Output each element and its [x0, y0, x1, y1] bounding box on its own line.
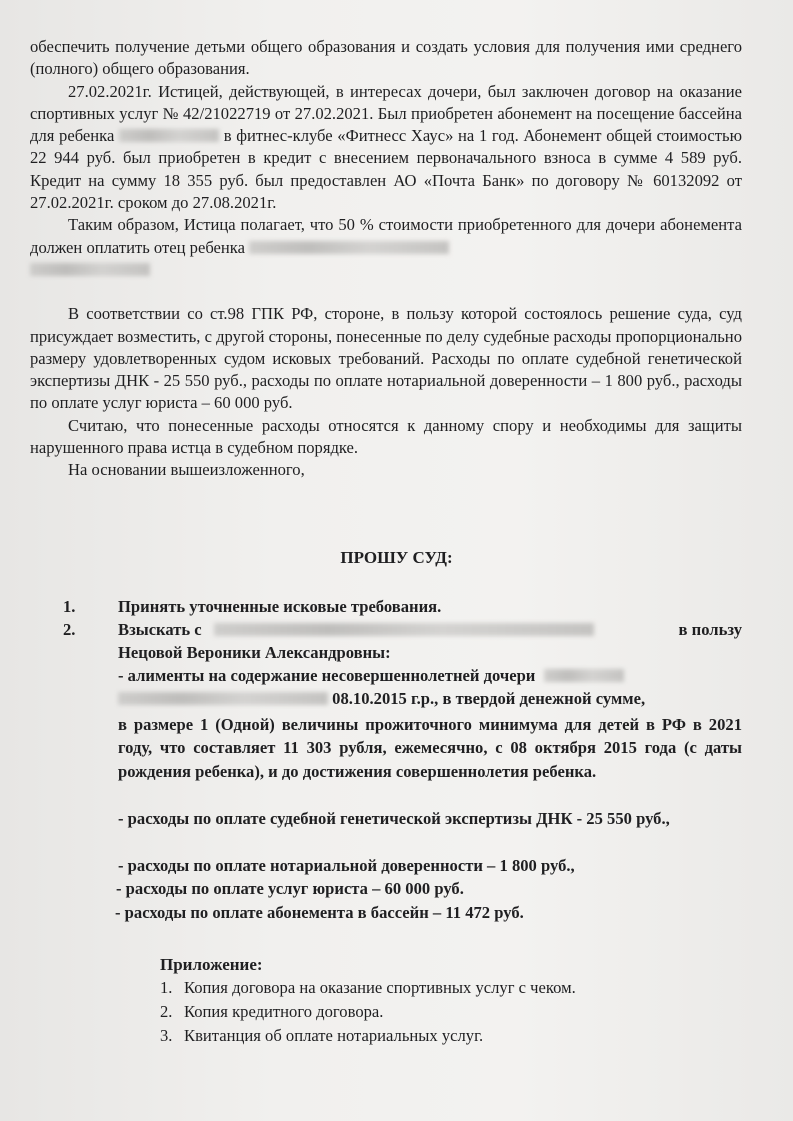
appendix-title: Приложение:: [160, 955, 263, 974]
birthdate-text: 08.10.2015 г.р., в твердой денежной сумме,: [332, 689, 646, 708]
appendix-list: [160, 976, 576, 1048]
paragraph-3: [30, 214, 742, 281]
document-body: [30, 36, 742, 482]
paragraph-2: [30, 81, 742, 215]
request-2-line-1: [118, 620, 742, 640]
request-1: Принять уточненные исковые требования.: [118, 597, 442, 616]
paragraph-4: В соответствии со ст.98 ГПК РФ, стороне, в пользу которой состоялось решение суда, суд присуждает возместить, с другой стороны, понесенные по делу судебные расходы пропорционально размеру удовлетворенных судом исковых требований. Расходы по оплате судебной генетической экспертизы ДНК - 25 550 руб., расходы по оплате нотариальной доверенности – 1 800 руб., расходы по оплате услуг юриста – 60 000 руб.: [30, 304, 742, 413]
request-2-lawyer: - расходы по оплате услуг юриста – 60 000 руб.: [116, 879, 464, 898]
request-2-collect: Взыскать с: [118, 620, 202, 639]
request-number-2: 2.: [63, 620, 76, 639]
paragraph-3-text: Таким образом, Истица полагает, что 50 % стоимости приобретенного для дочери абонемента должен оплатить отец ребенка: [30, 215, 742, 257]
request-2-dna: - расходы по оплате судебной генетической экспертизы ДНК - 25 550 руб.,: [118, 809, 670, 828]
request-2-amount: в размере 1 (Одной) величины прожиточного минимума для детей в РФ в 2021 году, что составляет 11 303 рубля, ежемесячно, с 08 октября 2015 года (с даты рождения ребенка), и до достижения совершеннолетия ребенка.: [118, 715, 742, 781]
appendix-item: 1. Копия договора на оказание спортивных услуг с чеком.: [160, 978, 576, 997]
request-number-1: 1.: [63, 597, 76, 616]
redacted-father-name-blur-2: [30, 263, 150, 276]
redacted-defendant-blur: [214, 623, 594, 636]
paragraph-6: На основании вышеизложенного,: [68, 460, 305, 480]
request-2-in-favor: в пользу: [678, 620, 742, 639]
paragraph-1: обеспечить получение детьми общего образования и создать условия для получения ими среднего (полного) общего образования.: [30, 37, 742, 79]
paragraph-2-part-a: 27.02.2021г. Истицей, действующей, в интересах дочери, был заключен договор на оказание спортивных услуг № 42/21022719 от 27.02.2021. Был приобретен абонемент на посещение бассейна для ребенка: [30, 81, 742, 146]
appendix-item: 2. Копия кредитного договора.: [160, 1002, 384, 1021]
paragraph-2-part-b: в фитнес-клубе «Фитнесс Хаус» на 1 год. Абонемент общей стоимостью 22 944 руб. был приобретен в кредит с внесением первоначального взноса в сумме 4 589 руб. Кредит на сумму 18 355 руб. был предоставлен АО «Почта Банк» по договору № 60132092 от 27.02.2021г. сроком до 27.08.2021г.: [30, 126, 742, 213]
alimony-text: - алименты на содержание несовершеннолетней дочери: [118, 666, 536, 685]
request-2-pool: - расходы по оплате абонемента в бассейн – 11 472 руб.: [115, 903, 524, 922]
request-2-birthdate: [118, 689, 742, 709]
redacted-father-name-blur: [249, 241, 449, 254]
request-heading: ПРОШУ СУД:: [340, 548, 453, 567]
request-2-plaintiff: Нецовой Вероники Александровны:: [118, 643, 391, 662]
appendix-item: 3. Квитанция об оплате нотариальных услуг.: [160, 1026, 484, 1045]
redacted-daughter-surname-blur: [118, 692, 328, 705]
request-2-alimony: [118, 666, 742, 686]
redacted-name-blur: [119, 129, 219, 142]
redacted-daughter-name-blur: [544, 669, 624, 682]
request-2-notary: - расходы по оплате нотариальной доверенности – 1 800 руб.,: [118, 856, 575, 875]
paragraph-5: Считаю, что понесенные расходы относятся к данному спору и необходимы для защиты нарушенного права истца в судебном порядке.: [30, 415, 742, 458]
